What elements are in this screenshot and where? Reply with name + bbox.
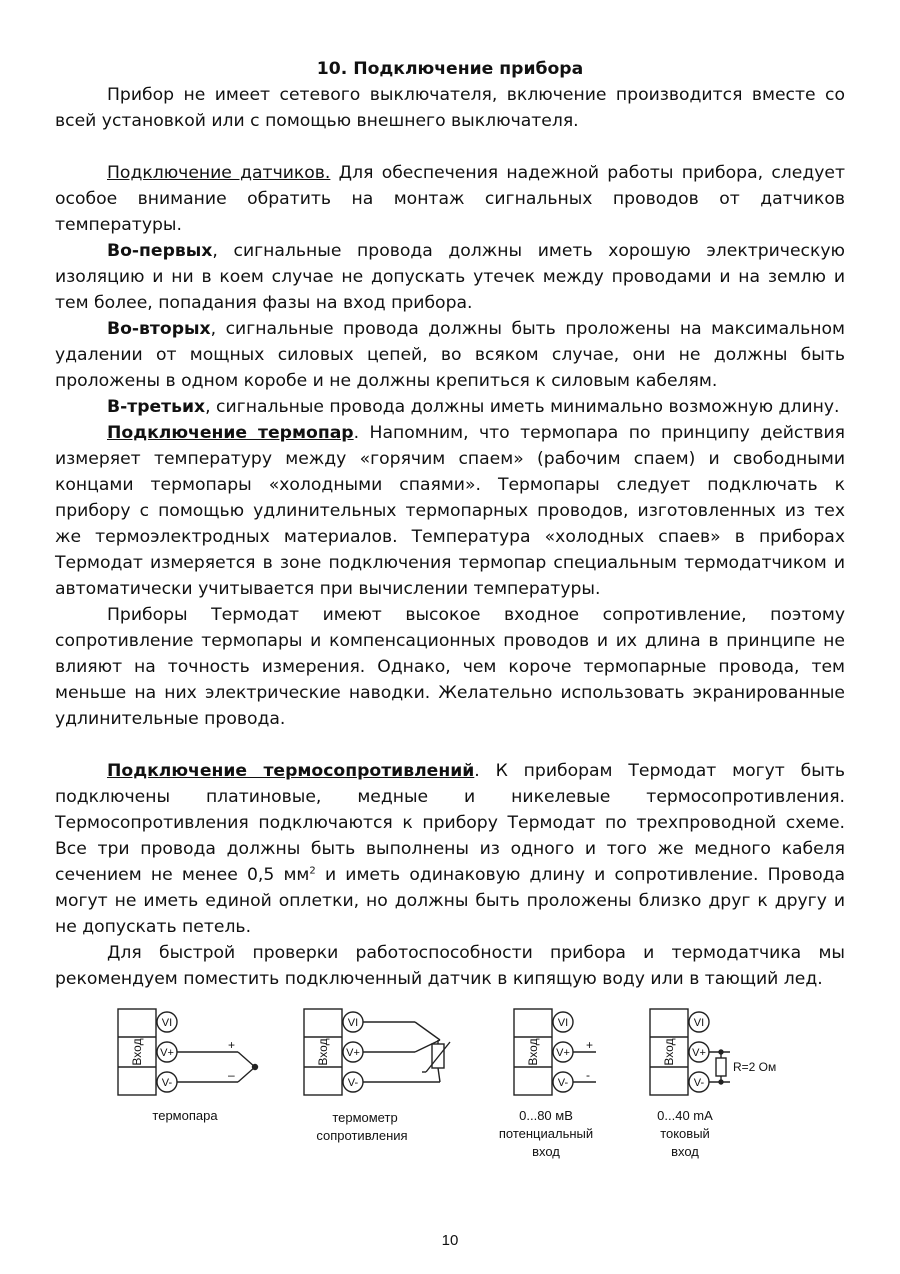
page-content	[55, 56, 845, 992]
caption-thermocouple: термопара	[152, 1108, 218, 1123]
paragraph-check: Для быстрой проверки работоспособности прибора и термодатчика мы рекомендуем поместить подключенный датчик в кипящую воду или в тающий лед.	[55, 943, 845, 989]
heading-second: Во-вторых	[107, 319, 211, 339]
caption-voltage-line2: потенциальный	[498, 1126, 594, 1141]
connection-diagrams	[110, 1004, 800, 1174]
input-block-label: Вход	[130, 1038, 144, 1066]
heading-third: В-третьих	[107, 397, 206, 417]
caption-rtd-line1: термометр	[332, 1110, 398, 1125]
paragraph-input-resistance: Приборы Термодат имеют высокое входное сопротивление, поэтому сопротивление термопары и компенсационных проводов и их длина в принципе не влияют на точность измерения. Однако, чем короче термопарные провода, тем меньше на них электрические наводки. Желательно использовать экранированные удлинительные провода.	[55, 605, 845, 729]
page-number: 10	[441, 1232, 459, 1249]
section-title: 10. Подключение прибора	[316, 59, 584, 79]
caption-voltage-line3: вход	[532, 1144, 560, 1159]
paragraph-power: Прибор не имеет сетевого выключателя, включение производится вместе со всей установкой или с помощью внешнего выключателя.	[55, 85, 845, 131]
caption-current-line2: токовый	[660, 1126, 710, 1141]
terminal-vplus-label: V+	[556, 1047, 570, 1059]
terminal-vminus-label: V-	[557, 1077, 569, 1089]
input-block-label: Вход	[316, 1038, 330, 1066]
caption-current-line1: 0...40 mA	[657, 1108, 713, 1123]
terminal-vi-label: VI	[161, 1017, 173, 1029]
paragraph-rtd: Подключение термосопротивлений. К приборам Термодат могут быть подключены платиновые, медные и никелевые термосопротивления. Термосопротивления подключаются к прибору Термодат по трехпроводной схеме. Все три провода должны быть выполнены из одного и того же медного кабеля сечением не менее 0,5 $мм^2$ и иметь одинаковую длину и сопротивление. Провода могут не иметь единой оплетки, но должны быть проложены близко друг к другу и не допускать петель.	[55, 761, 845, 937]
wiring-diagrams	[110, 1004, 800, 1174]
paragraph-thermocouples: Подключение термопар. Напомним, что термопара по принципу действия измеряет температуру между «горячим спаем» (рабочим спаем) и свободными концами термопары «холодными спаями». Термопары следует подключать к прибору с помощью удлинительных термопарных проводов, изготовленных из тех же термоэлектродных материалов. Температура «холодных спаев» в приборах Термодат измеряется в зоне подключения термопар специальным термодатчиком и автоматически учитывается при вычислении температуры.	[55, 423, 845, 599]
polarity-minus: -	[586, 1068, 590, 1082]
terminal-vplus-label: V+	[692, 1047, 706, 1059]
terminal-vminus-label: V-	[161, 1077, 173, 1089]
caption-voltage-line1: 0...80 мВ	[519, 1108, 573, 1123]
polarity-plus: +	[228, 1038, 236, 1052]
terminal-vi-label: VI	[693, 1017, 705, 1029]
caption-rtd-line2: сопротивления	[316, 1128, 408, 1143]
paragraph-first: Во-первых, сигнальные провода должны иметь хорошую электрическую изоляцию и ни в коем случае не допускать утечек между проводами и на землю и тем более, попадания фазы на вход прибора.	[55, 241, 845, 313]
terminal-vminus-label: V-	[693, 1077, 705, 1089]
terminal-vplus-label: V+	[160, 1047, 174, 1059]
input-block-label: Вход	[662, 1038, 676, 1066]
heading-rtd: Подключение термосопротивлений	[107, 761, 475, 781]
heading-thermocouples: Подключение термопар	[107, 423, 354, 443]
terminal-vplus-label: V+	[346, 1047, 360, 1059]
input-block-label: Вход	[526, 1038, 540, 1066]
terminal-vi-label: VI	[347, 1017, 359, 1029]
polarity-minus: –	[228, 1068, 235, 1082]
resistor-label: R=2 Ом	[733, 1060, 777, 1074]
terminal-vi-label: VI	[557, 1017, 569, 1029]
polarity-plus: +	[586, 1038, 594, 1052]
paragraph-third: В-третьих, сигнальные провода должны иметь минимально возможную длину.	[107, 397, 840, 417]
terminal-vminus-label: V-	[347, 1077, 359, 1089]
paragraph-second: Во-вторых, сигнальные провода должны быть проложены на максимальном удалении от мощных силовых цепей, во всяком случае, они не должны быть проложены в одном коробе и не должны крепиться к силовым кабелям.	[55, 319, 845, 391]
paragraph-sensors: Подключение датчиков. Для обеспечения надежной работы прибора, следует особое внимание обратить на монтаж сигнальных проводов от датчиков температуры.	[55, 163, 845, 235]
heading-first: Во-первых	[107, 241, 213, 261]
heading-sensors: Подключение датчиков.	[107, 163, 331, 183]
caption-current-line3: вход	[671, 1144, 699, 1159]
